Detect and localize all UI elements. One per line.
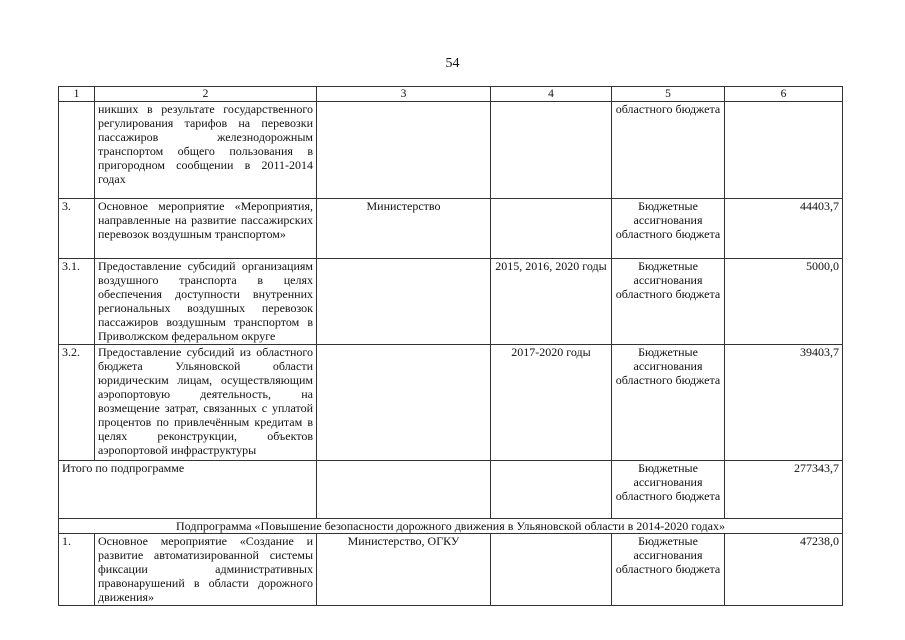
program-table: [58, 86, 843, 606]
table-row: [59, 534, 843, 606]
table-header-row: [59, 87, 843, 102]
period: 2015, 2016, 2020 годы: [491, 259, 612, 345]
executor: [317, 345, 491, 461]
executor: [317, 102, 491, 199]
measure-description: Предоставление субсидий из областного бюджета Ульяновской области юридическим лицам, осуществляющим аэропортовую деятельность, на возмещение затрат, связанных с уплатой процентов по привлечённым кредитам в целях реконструкции, объектов аэропортовой инфраструктуры: [95, 345, 317, 461]
measure-description: Основное мероприятие «Создание и развитие автоматизированной системы фиксации административных правонарушений в области дорожного движения»: [95, 534, 317, 606]
table-row: [59, 199, 843, 259]
funding-source: Бюджетные ассигнования областного бюджета: [612, 345, 725, 461]
empty-cell: [317, 461, 491, 519]
empty-cell: [491, 461, 612, 519]
column-header: 5: [612, 87, 725, 102]
measure-description: никших в результате государственного регулирования тарифов на перевозки пассажиров железнодорожным транспортом общего пользования в пригородном сообщении в 2011-2014 годах: [95, 102, 317, 199]
total-label: Итого по подпрограмме: [59, 461, 317, 519]
measure-description: Основное мероприятие «Мероприятия, направленные на развитие пассажирских перевозок воздушным транспортом»: [95, 199, 317, 259]
subprogram-header-row: [59, 519, 843, 534]
total-amount: 277343,7: [725, 461, 843, 519]
row-number: 3.: [59, 199, 95, 259]
table-row: [59, 259, 843, 345]
executor: [317, 259, 491, 345]
executor: Министерство: [317, 199, 491, 259]
period: 2017-2020 годы: [491, 345, 612, 461]
row-number: 3.1.: [59, 259, 95, 345]
funding-source: Бюджетные ассигнования областного бюджета: [612, 259, 725, 345]
page-number: 54: [445, 56, 460, 71]
amount: 47238,0: [725, 534, 843, 606]
table-row: [59, 102, 843, 199]
row-number: [59, 102, 95, 199]
column-header: 1: [59, 87, 95, 102]
period: [491, 534, 612, 606]
amount: [725, 102, 843, 199]
column-header: 2: [95, 87, 317, 102]
table-row: [59, 345, 843, 461]
subprogram-title: Подпрограмма «Повышение безопасности дорожного движения в Ульяновской области в 2014-2020 годах»: [59, 519, 843, 534]
executor: Министерство, ОГКУ: [317, 534, 491, 606]
amount: 5000,0: [725, 259, 843, 345]
funding-source: областного бюджета: [612, 102, 725, 199]
column-header: 3: [317, 87, 491, 102]
total-row: [59, 461, 843, 519]
row-number: 1.: [59, 534, 95, 606]
period: [491, 199, 612, 259]
row-number: 3.2.: [59, 345, 95, 461]
amount: 44403,7: [725, 199, 843, 259]
funding-source: Бюджетные ассигнования областного бюджета: [612, 534, 725, 606]
measure-description: Предоставление субсидий организациям воздушного транспорта в целях обеспечения доступности внутренних региональных воздушных перевозок пассажиров воздушным транспортом в Приволжском федеральном округе: [95, 259, 317, 345]
period: [491, 102, 612, 199]
funding-source: Бюджетные ассигнования областного бюджета: [612, 199, 725, 259]
column-header: 6: [725, 87, 843, 102]
column-header: 4: [491, 87, 612, 102]
amount: 39403,7: [725, 345, 843, 461]
funding-source: Бюджетные ассигнования областного бюджета: [612, 461, 725, 519]
